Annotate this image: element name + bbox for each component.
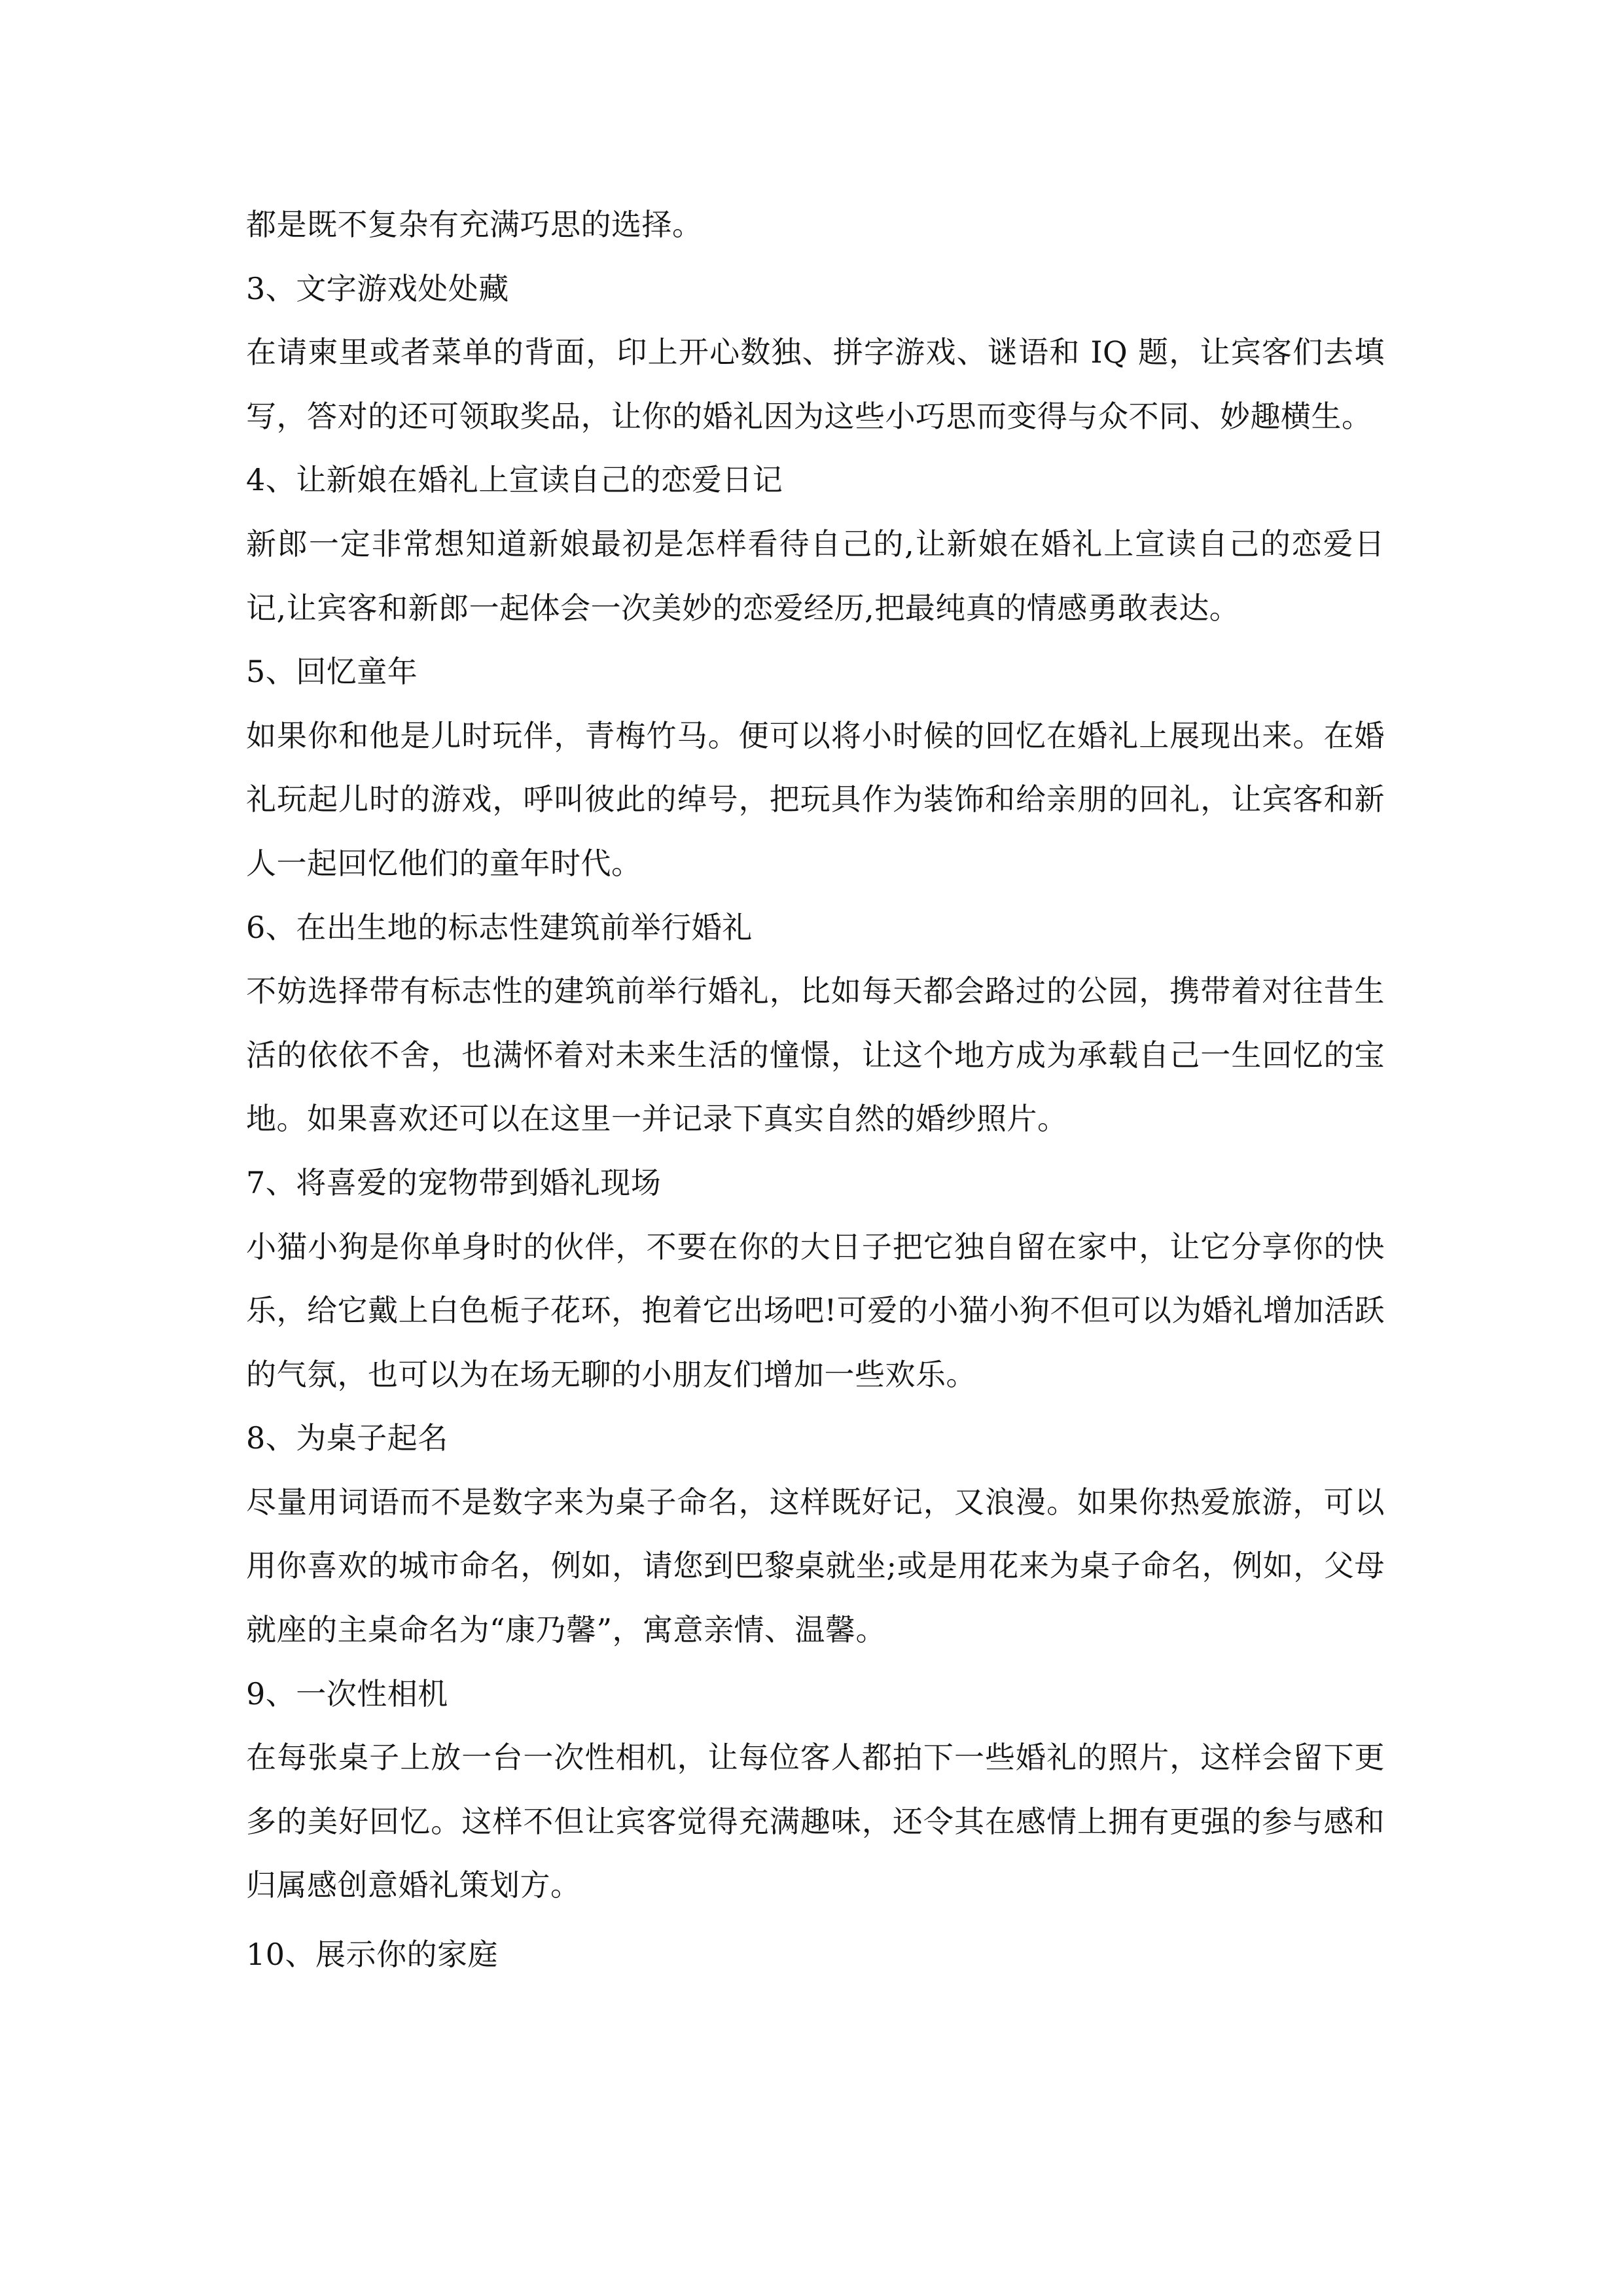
- section-heading-7: 7、将喜爱的宠物带到婚礼现场: [246, 1164, 662, 1200]
- paragraph-continuation: 都是既不复杂有充满巧思的选择。: [246, 207, 703, 242]
- document-body: [246, 193, 1385, 1987]
- section-body-8: 尽量用词语而不是数字来为桌子命名，这样既好记，又浪漫。如果你热爱旅游，可以用你喜欢的城市命名，例如，请您到巴黎桌就坐;或是用花来为桌子命名，例如，父母就座的主桌命名为“康乃馨”，寓意亲情、温馨。: [246, 1484, 1385, 1648]
- section-heading-9: 9、一次性相机: [246, 1676, 448, 1712]
- section-body-6: 不妨选择带有标志性的建筑前举行婚礼，比如每天都会路过的公园，携带着对往昔生活的依依不舍，也满怀着对未来生活的憧憬，让这个地方成为承载自己一生回忆的宝地。如果喜欢还可以在这里一并记录下真实自然的婚纱照片。: [246, 973, 1385, 1137]
- section-body-4: 新郎一定非常想知道新娘最初是怎样看待自己的,让新娘在婚礼上宣读自己的恋爱日记,让宾客和新郎一起体会一次美妙的恋爱经历,把最纯真的情感勇敢表达。: [246, 526, 1385, 626]
- section-body-9: 在每张桌子上放一台一次性相机，让每位客人都拍下一些婚礼的照片，这样会留下更多的美好回忆。这样不但让宾客觉得充满趣味，还令其在感情上拥有更强的参与感和归属感创意婚礼策划方。: [246, 1740, 1385, 1903]
- section-heading-10: 10、展示你的家庭: [246, 1937, 499, 1973]
- section-body-7: 小猫小狗是你单身时的伙伴，不要在你的大日子把它独自留在家中，让它分享你的快乐，给它戴上白色栀子花环，抱着它出场吧!可爱的小猫小狗不但可以为婚礼增加活跃的气氛，也可以为在场无聊的小朋友们增加一些欢乐。: [246, 1229, 1385, 1392]
- section-heading-6: 6、在出生地的标志性建筑前举行婚礼: [246, 909, 753, 945]
- section-body-3: 在请柬里或者菜单的背面，印上开心数独、拼字游戏、谜语和 IQ 题，让宾客们去填写，答对的还可领取奖品，让你的婚礼因为这些小巧思而变得与众不同、妙趣横生。: [246, 334, 1385, 434]
- section-heading-3: 3、文字游戏处处藏: [246, 270, 509, 306]
- section-heading-8: 8、为桌子起名: [246, 1420, 448, 1456]
- section-heading-5: 5、回忆童年: [246, 654, 418, 690]
- section-heading-4: 4、让新娘在婚礼上宣读自己的恋爱日记: [246, 462, 783, 498]
- section-body-5: 如果你和他是儿时玩伴，青梅竹马。便可以将小时候的回忆在婚礼上展现出来。在婚礼玩起儿时的游戏，呼叫彼此的绰号，把玩具作为装饰和给亲朋的回礼，让宾客和新人一起回忆他们的童年时代。: [246, 717, 1385, 881]
